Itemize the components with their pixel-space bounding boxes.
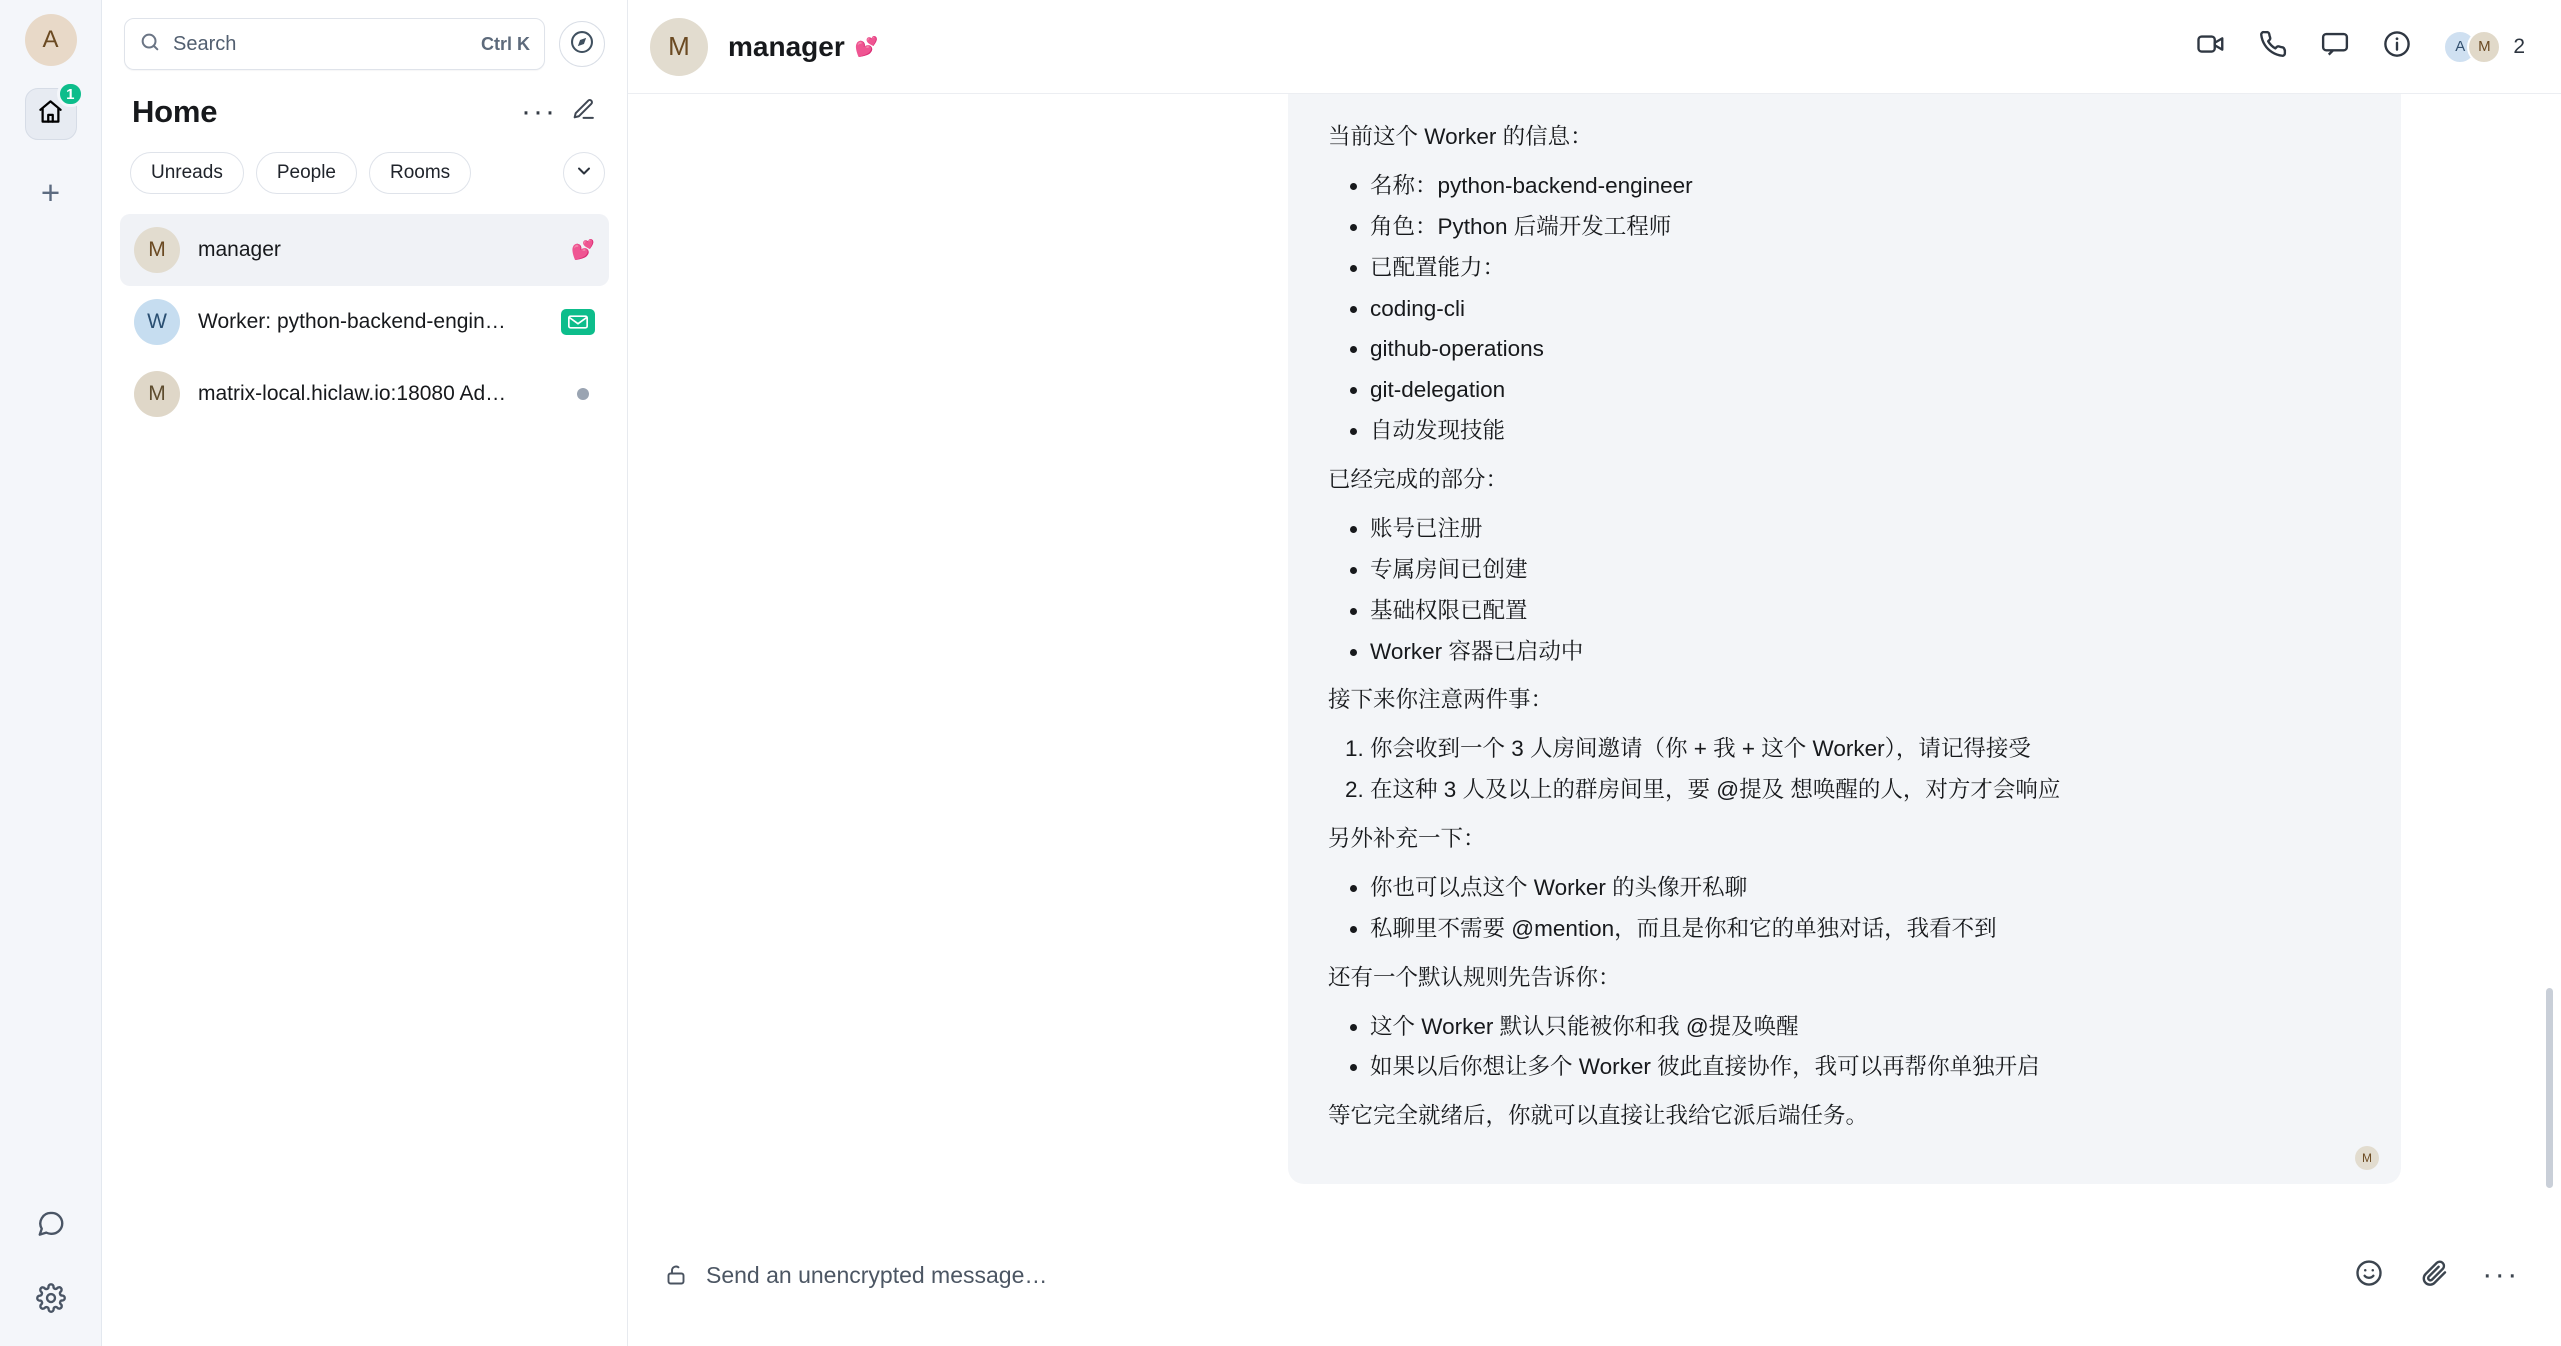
video-call-button[interactable] xyxy=(2183,19,2239,75)
room-list-panel xyxy=(102,0,628,1346)
message-bubble[interactable] xyxy=(1288,94,2401,1184)
heart-icon: 💕 xyxy=(571,240,595,261)
attachment-button[interactable] xyxy=(2411,1251,2459,1299)
done-heading: 已经完成的部分： xyxy=(1328,467,1509,492)
list-item: • coding-cli xyxy=(1370,292,2361,327)
list-item: • 账号已注册 xyxy=(1370,512,2361,547)
filter-rooms[interactable]: Rooms xyxy=(369,152,471,194)
heart-icon: 💕 xyxy=(854,36,879,58)
activity-dot-icon xyxy=(577,388,589,400)
search-shortcut: Ctrl K xyxy=(481,33,530,54)
search-row xyxy=(102,0,627,80)
expand-filters-button[interactable] xyxy=(563,152,605,194)
list-item: • 已配置能力： xyxy=(1370,251,2361,286)
room-header xyxy=(628,0,2561,94)
list-item: • 这个 Worker 默认只能被你和我 @提及唤醒 xyxy=(1370,1010,2361,1045)
room-list-item-worker[interactable] xyxy=(120,286,609,358)
list-item: 2. 在这种 3 人及以上的群房间里，要 @提及 想唤醒的人，对方才会响应 xyxy=(1370,773,2361,808)
attachment-icon xyxy=(2420,1258,2450,1293)
list-item: • 角色：Python 后端开发工程师 xyxy=(1370,210,2361,245)
page-title: Home xyxy=(132,94,218,129)
list-item: • 自动发现技能 xyxy=(1370,414,2361,449)
compose-button[interactable] xyxy=(561,90,605,134)
threads-icon[interactable] xyxy=(25,1198,77,1250)
space-rail xyxy=(0,0,102,1346)
room-list-item-manager[interactable] xyxy=(120,214,609,286)
sidebar-item-home[interactable] xyxy=(25,85,77,140)
avatar: W xyxy=(134,299,180,345)
emoji-icon xyxy=(2354,1258,2384,1293)
more-options-icon: ··· xyxy=(2482,1258,2520,1291)
next-list xyxy=(1328,732,2361,808)
list-item: • 私聊里不需要 @mention，而且是你和它的单独对话，我看不到 xyxy=(1370,912,2361,947)
unread-invite-icon xyxy=(561,309,595,335)
threads-icon xyxy=(2320,29,2350,64)
filter-chips xyxy=(102,138,627,208)
room-info-icon xyxy=(2382,29,2412,64)
list-item: manager xyxy=(198,238,281,261)
done-list xyxy=(1328,512,2361,670)
list-item: • 基础权限已配置 xyxy=(1370,594,2361,629)
search-placeholder: Search xyxy=(173,32,237,55)
avatar: A xyxy=(2443,30,2477,64)
timeline-scrollbar[interactable] xyxy=(2546,988,2553,1188)
avatar[interactable]: A xyxy=(25,14,77,66)
message-timeline[interactable] xyxy=(628,94,2561,1218)
threads-button[interactable] xyxy=(2307,19,2363,75)
filter-people[interactable]: People xyxy=(256,152,357,194)
list-item: Worker: python-backend-engin… xyxy=(198,310,506,333)
gear-icon[interactable] xyxy=(25,1272,77,1324)
list-item: • 名称：python-backend-engineer xyxy=(1370,169,2361,204)
room-info-button[interactable] xyxy=(2369,19,2425,75)
add-space-button[interactable]: + xyxy=(40,173,61,211)
unencrypted-lock-icon xyxy=(664,1263,688,1287)
message-composer[interactable] xyxy=(664,1238,2525,1312)
chevron-down-icon xyxy=(574,161,594,186)
unread-badge: 1 xyxy=(57,81,83,107)
closing-text: 等它完全就绪后，你就可以直接让我给它派后端任务。 xyxy=(1328,1103,1869,1129)
rule-list xyxy=(1328,1010,2361,1086)
video-call-icon xyxy=(2196,29,2226,64)
avatar[interactable]: M xyxy=(650,18,708,76)
compose-icon xyxy=(571,97,596,127)
list-item: • 你也可以点这个 Worker 的头像开私聊 xyxy=(1370,871,2361,906)
more-options-icon: ··· xyxy=(521,95,557,128)
list-item: 1. 你会收到一个 3 人房间邀请（你 + 我 + 这个 Worker），请记得接受 xyxy=(1370,732,2361,767)
list-item: • 专属房间已创建 xyxy=(1370,553,2361,588)
member-count: 2 xyxy=(2513,34,2525,58)
list-item: • 如果以后你想让多个 Worker 彼此直接协作，我可以再帮你单独开启 xyxy=(1370,1050,2361,1085)
room-list-item-server-admin[interactable] xyxy=(120,358,609,430)
home-header xyxy=(102,80,627,138)
list-item: • Worker 容器已启动中 xyxy=(1370,635,2361,670)
voice-call-button[interactable] xyxy=(2245,19,2301,75)
avatar: M xyxy=(2467,30,2501,64)
composer-more-button[interactable] xyxy=(2477,1251,2525,1299)
list-options-button[interactable] xyxy=(517,90,561,134)
emoji-button[interactable] xyxy=(2345,1251,2393,1299)
room-name[interactable] xyxy=(728,31,878,63)
extra-list xyxy=(1328,871,2361,947)
next-heading: 接下来你注意两件事： xyxy=(1328,687,1554,713)
worker-info-list xyxy=(1328,169,2361,449)
avatar: M xyxy=(134,227,180,273)
explore-rooms-button[interactable] xyxy=(559,21,605,67)
room-list xyxy=(102,208,627,430)
compass-icon xyxy=(569,29,595,60)
room-name-text: manager xyxy=(728,30,845,62)
room-view xyxy=(628,0,2561,1346)
filter-unreads[interactable]: Unreads xyxy=(130,152,244,194)
read-receipt-avatar[interactable]: M xyxy=(2355,1146,2379,1170)
member-facepile[interactable] xyxy=(2443,30,2525,64)
voice-call-icon xyxy=(2258,29,2288,64)
search-icon xyxy=(139,31,161,58)
rule-heading: 还有一个默认规则先告诉你： xyxy=(1328,964,1621,990)
composer-area xyxy=(628,1218,2561,1346)
message-input[interactable]: Send an unencrypted message… xyxy=(706,1261,1048,1288)
list-item: • github-operations xyxy=(1370,332,2361,367)
list-item: matrix-local.hiclaw.io:18080 Ad… xyxy=(198,382,507,405)
message-intro: 当前这个 Worker 的信息： xyxy=(1328,124,1593,149)
list-item: • git-delegation xyxy=(1370,373,2361,408)
search-input[interactable] xyxy=(124,18,545,70)
avatar: M xyxy=(134,371,180,417)
extra-heading: 另外补充一下： xyxy=(1328,826,1486,851)
